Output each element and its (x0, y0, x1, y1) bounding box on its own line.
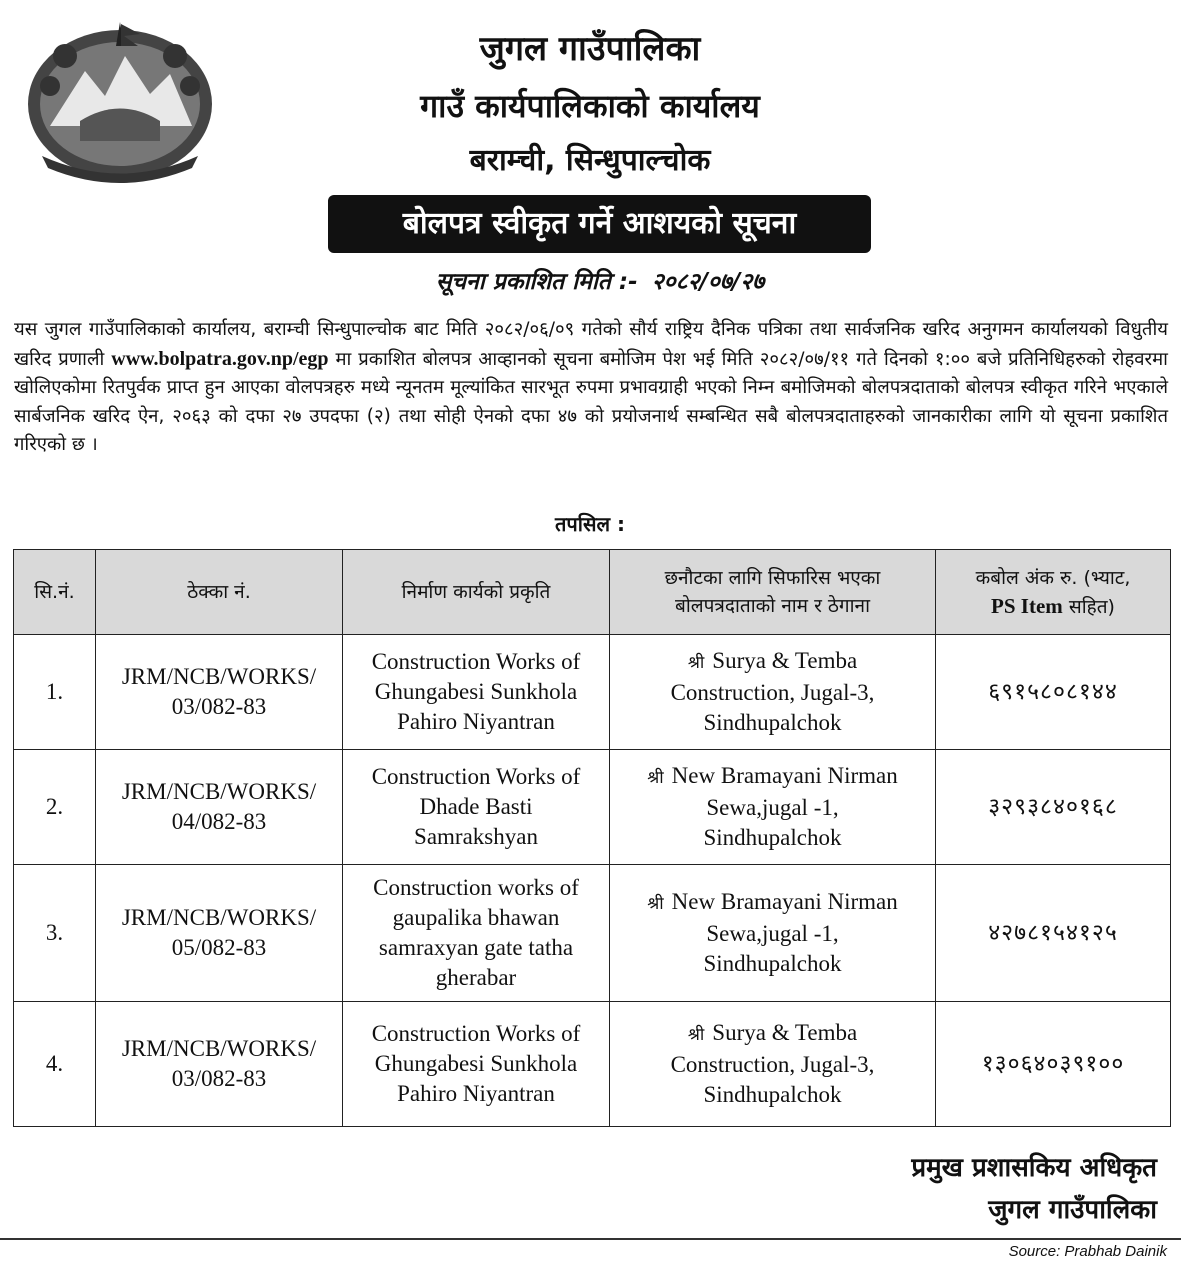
nepal-government-emblem-icon (20, 16, 220, 186)
row-contract-no (96, 865, 343, 1002)
bidder-line3: Sindhupalchok (703, 710, 842, 735)
work-line: samraxyan gate tatha (378, 935, 574, 960)
work-line: Construction works of (373, 875, 579, 900)
table-row (14, 865, 1171, 1002)
header-contract-no: ठेक्का नं. (96, 550, 343, 635)
work-line: gaupalika bhawan (392, 905, 560, 930)
office-address: बराम्ची, सिन्धुपाल्चोक (469, 143, 711, 178)
published-label: सूचना प्रकाशित मिति :- (435, 269, 638, 295)
bidder-name: New Bramayani Nirman (671, 889, 898, 914)
bidder-line3: Sindhupalchok (703, 825, 842, 850)
header-amount-line1: कबोल अंक रु. (भ्याट, (975, 566, 1131, 589)
row-sn: 3. (14, 865, 96, 1002)
bidder-line3: Sindhupalchok (703, 1082, 842, 1107)
contract-line2: 04/082-83 (171, 809, 267, 834)
row-work-nature (343, 635, 610, 750)
row-sn: 1. (14, 635, 96, 750)
published-date: २०८२/०७/२७ (651, 269, 765, 295)
bolpatra-url: www.bolpatra.gov.np/egp (111, 347, 329, 370)
bidder-line2: Construction, Jugal-3, (670, 1052, 875, 1077)
table-header-row (14, 550, 1171, 635)
bidder-name: Surya & Temba (712, 648, 858, 673)
published-date-line (330, 264, 870, 296)
bidder-name: Surya & Temba (712, 1020, 858, 1045)
header-bidder-line2: बोलपत्रदाताको नाम र ठेगाना (674, 595, 871, 617)
table-row (14, 635, 1171, 750)
row-contract-no (96, 750, 343, 865)
row-amount: ३२९३८४०१६८ (936, 750, 1171, 865)
footer-divider (0, 1238, 1181, 1240)
source-credit: Source: Prabhab Dainik (1008, 1243, 1167, 1260)
row-sn: 2. (14, 750, 96, 865)
header-amount (936, 550, 1171, 635)
row-bidder (610, 635, 936, 750)
bidder-prefix: श्री (687, 653, 705, 673)
contract-line1: JRM/NCB/WORKS/ (121, 664, 317, 689)
work-line: Construction Works of (371, 649, 581, 674)
header-bidder (610, 550, 936, 635)
header-work-nature: निर्माण कार्यको प्रकृति (343, 550, 610, 635)
row-sn: 4. (14, 1002, 96, 1127)
header-sn: सि.नं. (14, 550, 96, 635)
work-line: Construction Works of (371, 764, 581, 789)
bidder-line1 (614, 1018, 931, 1050)
row-amount: ४२७८१५४१२५ (936, 865, 1171, 1002)
bidder-line1 (614, 761, 931, 793)
work-line: Dhade Basti (419, 794, 533, 819)
header-bidder-line1: छनौटका लागि सिफारिस भएका (664, 567, 881, 589)
bidder-line2: Sewa,jugal -1, (706, 795, 839, 820)
row-amount: ६९१५८०८१४४ (936, 635, 1171, 750)
header-amount-rest: सहित) (1068, 595, 1115, 618)
bidder-prefix: श्री (687, 1025, 705, 1045)
contract-line1: JRM/NCB/WORKS/ (121, 1036, 317, 1061)
work-line: Pahiro Niyantran (397, 1081, 555, 1106)
notice-body (14, 316, 1168, 460)
emblem-graphic (20, 16, 220, 186)
row-contract-no (96, 1002, 343, 1127)
office-name: गाउँ कार्यपालिकाको कार्यालय (420, 87, 760, 125)
signatory-title: प्रमुख प्रशासकिय अधिकृत (911, 1153, 1157, 1183)
bidder-line3: Sindhupalchok (703, 951, 842, 976)
contract-line1: JRM/NCB/WORKS/ (121, 779, 317, 804)
row-work-nature (343, 865, 610, 1002)
work-line: Ghungabesi Sunkhola (374, 679, 578, 704)
work-line: Samrakshyan (414, 824, 538, 849)
bidder-line1 (614, 887, 931, 919)
details-heading: तपसिल : (555, 512, 625, 536)
bidder-line2: Sewa,jugal -1, (706, 921, 839, 946)
row-work-nature (343, 750, 610, 865)
table-row (14, 1002, 1171, 1127)
header-amount-line2 (940, 592, 1166, 621)
row-bidder (610, 865, 936, 1002)
contract-line2: 05/082-83 (171, 935, 267, 960)
row-contract-no (96, 635, 343, 750)
table-row (14, 750, 1171, 865)
row-bidder (610, 1002, 936, 1127)
contract-line1: JRM/NCB/WORKS/ (121, 905, 317, 930)
notice-title: बोलपत्र स्वीकृत गर्ने आशयको सूचना (328, 195, 871, 253)
signatory-org: जुगल गाउँपालिका (988, 1195, 1157, 1225)
bidder-line1 (614, 646, 931, 678)
body-text-part2: मा प्रकाशित बोलपत्र आव्हानको सूचना बमोजिम पेश भई मिति २०८२/०७/११ गते दिनको १:०० बजे प्रतिनिधिहरुको रोहवरमा खोलिएकोमा रितपुर्वक प्राप्त हुन आएका वोलपत्रहरु मध्ये न्यूनतम मूल्यांकित सारभूत रुपमा प्रभावग्राही भएको निम्न बमोजिमको बोलपत्रदाताको बोलपत्र स्वीकृत गरिने भएकाले सार्बजनिक खरिद ऐन, २०६३ को दफा २७ उपदफा (२) तथा सोही ऐनको दफा ४७ को प्रयोजनार्थ सम्बन्धित सबै बोलपत्रदाताहरुको जानकारीका लागि यो सूचना प्रकाशित गरिएको छ । (14, 348, 1169, 456)
bidder-prefix: श्री (647, 894, 664, 914)
row-work-nature (343, 1002, 610, 1127)
work-line: Ghungabesi Sunkhola (374, 1051, 578, 1076)
work-line: Pahiro Niyantran (397, 709, 555, 734)
contract-line2: 03/082-83 (171, 694, 267, 719)
bidder-line2: Construction, Jugal-3, (670, 680, 875, 705)
row-bidder (610, 750, 936, 865)
row-amount: १३०६४०३९१०० (936, 1002, 1171, 1127)
municipality-name: जुगल गाउँपालिका (479, 29, 701, 69)
header-ps-item: PS Item (991, 593, 1063, 618)
work-line: gherabar (435, 965, 517, 990)
bid-table (13, 549, 1171, 1127)
work-line: Construction Works of (371, 1021, 581, 1046)
body-text-part1: यस जुगल गाउँपालिकाको कार्यालय, बराम्ची सिन्धुपाल्चोक बाट मिति २०८२/०६/०९ गतेको सौर्य राष्ट्रिय दैनिक पत्रिका तथा सार्वजनिक खरिद अनुगमन कार्यालयको विधुतीय खरिद प्रणाली (14, 319, 1168, 370)
bidder-name: New Bramayani Nirman (671, 763, 898, 788)
contract-line2: 03/082-83 (171, 1066, 267, 1091)
bidder-prefix: श्री (647, 768, 664, 788)
